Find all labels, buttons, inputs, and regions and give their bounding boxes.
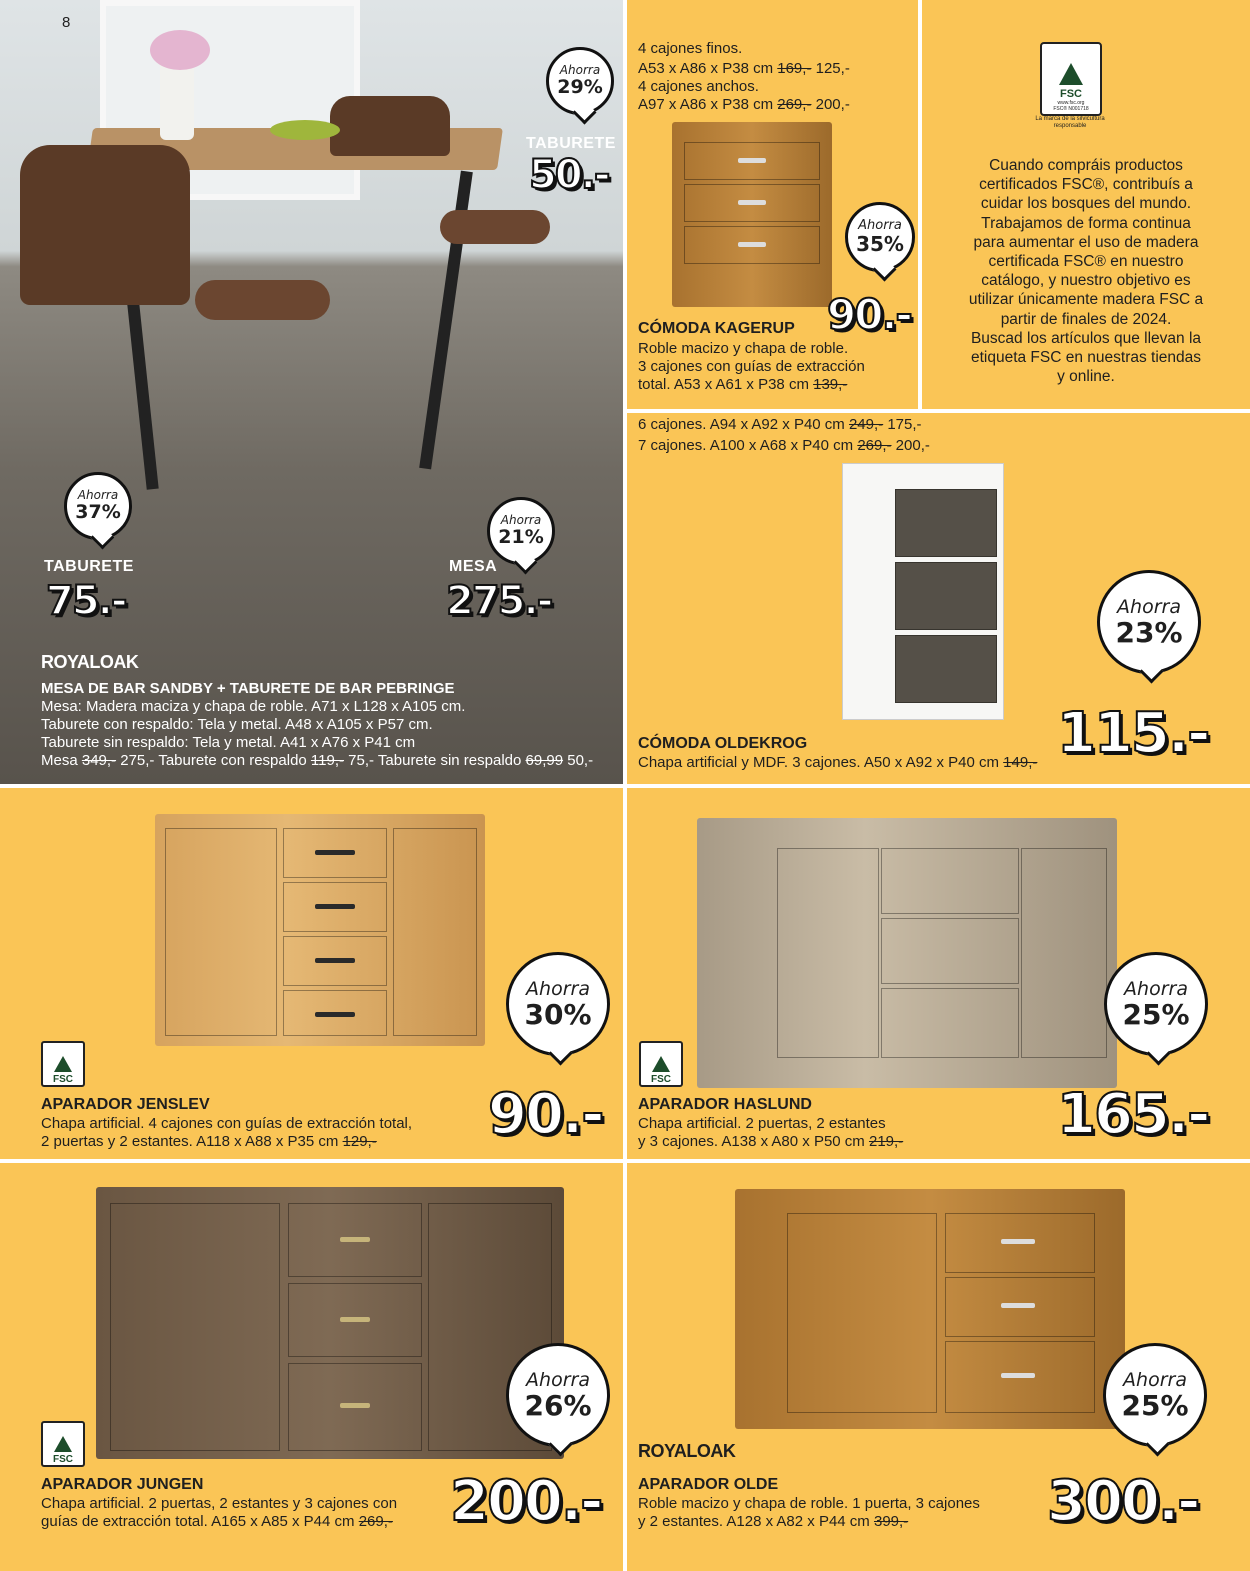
stool1-price: 50.- — [529, 152, 609, 198]
fsc-text-line: partir de finales de 2024. — [1000, 310, 1172, 328]
jungen-line2 — [41, 1513, 393, 1531]
text: y 3 cajones. A138 x A80 x P50 cm — [638, 1133, 869, 1150]
old-price: 269,- — [857, 437, 892, 454]
kagerup-line3 — [638, 376, 847, 394]
new-price: 200,- — [811, 96, 850, 113]
stool1-label: TABURETE — [526, 135, 616, 152]
olde-title: APARADOR OLDE — [638, 1476, 779, 1493]
jenslev-price: 90.- — [488, 1082, 603, 1147]
kagerup-line1: Roble macizo y chapa de roble. — [638, 340, 849, 357]
jungen-panel — [0, 1163, 623, 1571]
stool2-label: TABURETE — [44, 558, 134, 575]
sandby-line3: Taburete sin respaldo: Tela y metal. A41 x A76 x P41 cm — [41, 734, 416, 751]
text: 275,- Taburete con respaldo — [116, 752, 311, 769]
page-number: 8 — [62, 14, 71, 31]
jungen-price: 200.- — [450, 1469, 602, 1534]
fsc-label: FSC — [53, 1454, 73, 1465]
old-price: 139,- — [813, 376, 848, 393]
text: total. A53 x A61 x P38 cm — [638, 376, 814, 393]
bubble-percent: 30% — [524, 997, 592, 1031]
fsc-logo-sub: www.fsc.org — [1057, 100, 1085, 106]
kagerup-variant1-price — [638, 60, 850, 78]
haslund-image — [697, 818, 1117, 1088]
royaloak-logo: ROYALOAK — [638, 1441, 736, 1461]
sandby-title: MESA DE BAR SANDBY + TABURETE DE BAR PEBRINGE — [41, 680, 455, 697]
jenslev-title: APARADOR JENSLEV — [41, 1096, 210, 1113]
text: 50,- — [563, 752, 594, 769]
text: Chapa artificial y MDF. 3 cajones. A50 x A92 x P40 cm — [638, 754, 1004, 771]
old-price: 399,- — [873, 1513, 909, 1530]
kagerup-variant1-desc: 4 cajones finos. — [638, 40, 743, 57]
jenslev-line2 — [41, 1133, 377, 1151]
kagerup-line2: 3 cajones con guías de extracción — [638, 358, 865, 375]
olde-price: 300.- — [1047, 1469, 1199, 1534]
haslund-price: 165.- — [1057, 1082, 1209, 1147]
royaloak-logo: ROYALOAK — [41, 652, 139, 672]
discount-bubble — [845, 202, 915, 272]
oldekrog-title: CÓMODA OLDEKROG — [638, 735, 808, 752]
fsc-text-line: y online. — [1057, 368, 1115, 386]
fsc-text-line: Cuando compráis productos — [989, 157, 1183, 174]
haslund-panel — [627, 788, 1250, 1159]
bubble-percent: 29% — [557, 75, 603, 98]
olde-image — [735, 1189, 1125, 1429]
bubble-percent: 35% — [856, 231, 904, 256]
old-price: 219,- — [868, 1133, 904, 1150]
fsc-icon — [639, 1041, 683, 1087]
bubble-percent: 21% — [498, 525, 544, 548]
old-price: 129,- — [342, 1133, 377, 1150]
haslund-line2 — [638, 1133, 903, 1151]
bubble-label: Ahorra — [526, 977, 590, 1000]
fsc-logo-code: FSC® N001718 — [1053, 106, 1089, 112]
fsc-logo-text: FSC — [1060, 88, 1082, 100]
new-price: 200,- — [891, 437, 930, 454]
oldekrog-variant2 — [638, 437, 930, 455]
jenslev-image — [155, 814, 485, 1046]
jungen-title: APARADOR JUNGEN — [41, 1476, 204, 1493]
fsc-text-line: Trabajamos de forma continua — [981, 214, 1191, 232]
text: 7 cajones. A100 x A68 x P40 cm — [638, 437, 858, 454]
fsc-info-panel — [922, 0, 1250, 409]
old-price: 249,- — [848, 416, 884, 433]
fsc-caption: La marca de la silvicultura responsable — [1035, 116, 1105, 129]
oldekrog-line1 — [638, 754, 1037, 772]
kagerup-price: 90.- — [827, 290, 911, 339]
old-price: 169,- — [777, 60, 812, 77]
fsc-icon — [41, 1041, 85, 1087]
haslund-title: APARADOR HASLUND — [638, 1096, 812, 1113]
bubble-label: Ahorra — [500, 513, 542, 528]
haslund-line1: Chapa artificial. 2 puertas, 2 estantes — [638, 1115, 886, 1132]
kagerup-title: CÓMODA KAGERUP — [638, 320, 795, 337]
bubble-percent: 25% — [1121, 1388, 1189, 1422]
fsc-text-block — [922, 156, 1250, 386]
jenslev-panel — [0, 788, 623, 1159]
kagerup-variant2-price — [638, 96, 850, 114]
discount-bubble-stool1 — [546, 47, 614, 115]
oldekrog-price: 115.- — [1057, 701, 1209, 766]
bubble-label: Ahorra — [559, 63, 601, 78]
text: A97 x A86 x P38 cm — [638, 96, 778, 113]
discount-bubble — [1097, 570, 1201, 674]
bubble-percent: 23% — [1115, 615, 1183, 649]
kagerup-variant2-desc: 4 cajones anchos. — [638, 78, 759, 95]
fsc-text-line: etiqueta FSC en nuestras tiendas — [970, 349, 1202, 367]
new-price: 125,- — [811, 60, 850, 77]
bubble-label: Ahorra — [1123, 1368, 1187, 1391]
sandby-line2: Taburete con respaldo: Tela y metal. A48 x A105 x P57 cm. — [41, 716, 433, 733]
oldekrog-panel — [627, 413, 1250, 784]
oldekrog-variant1 — [638, 416, 922, 434]
text: 6 cajones. A94 x A92 x P40 cm — [638, 416, 849, 433]
discount-bubble — [1104, 952, 1208, 1056]
fsc-text-line: Buscad los artículos que llevan la — [970, 329, 1202, 347]
old-price: 269,- — [358, 1513, 393, 1530]
fsc-label: FSC — [53, 1074, 73, 1085]
bubble-percent: 37% — [75, 500, 121, 523]
discount-bubble-stool2 — [64, 472, 132, 540]
kagerup-panel — [627, 0, 918, 409]
fsc-text-line: catálogo, y nuestro objetivo es — [981, 272, 1191, 290]
text: y 2 estantes. A128 x A82 x P44 cm — [638, 1513, 874, 1530]
olde-panel — [627, 1163, 1250, 1571]
oldekrog-image — [842, 463, 1004, 720]
text: Mesa — [41, 752, 82, 769]
sandby-line1: Mesa: Madera maciza y chapa de roble. A71 x L128 x A105 cm. — [41, 698, 466, 715]
bubble-percent: 25% — [1122, 997, 1190, 1031]
fsc-text-line: certificada FSC® en nuestro — [988, 253, 1184, 271]
bubble-percent: 26% — [524, 1388, 592, 1422]
jungen-image — [96, 1187, 564, 1459]
new-price: 175,- — [883, 416, 922, 433]
text: guías de extracción total. A165 x A85 x P44 cm — [41, 1513, 359, 1530]
bubble-label: Ahorra — [1117, 595, 1181, 618]
stool2-price: 75.- — [46, 578, 126, 624]
discount-bubble — [1103, 1343, 1207, 1447]
bubble-label: Ahorra — [77, 488, 119, 503]
kagerup-image — [672, 122, 832, 307]
fsc-text-line: certificados FSC®, contribuís a — [979, 176, 1193, 194]
old-price: 349,- — [81, 752, 117, 769]
text: 2 puertas y 2 estantes. A118 x A88 x P35 cm — [41, 1133, 343, 1150]
discount-bubble — [506, 1343, 610, 1447]
jenslev-line1: Chapa artificial. 4 cajones con guías de extracción total, — [41, 1115, 413, 1132]
old-price: 149,- — [1003, 754, 1038, 771]
fsc-text-line: cuidar los bosques del mundo. — [980, 195, 1192, 213]
bubble-label: Ahorra — [1124, 977, 1188, 1000]
bubble-label: Ahorra — [858, 218, 902, 234]
fsc-label: FSC — [651, 1074, 671, 1085]
fsc-text-line: utilizar únicamente madera FSC a — [968, 291, 1204, 309]
discount-bubble-table — [487, 497, 555, 565]
fsc-text-line: para aumentar el uso de madera — [973, 233, 1199, 251]
olde-line1: Roble macizo y chapa de roble. 1 puerta, 3 cajones — [638, 1495, 980, 1512]
fsc-logo-large — [1040, 42, 1102, 116]
old-price: 119,- — [310, 752, 344, 769]
bubble-label: Ahorra — [526, 1368, 590, 1391]
old-price: 69,99 — [525, 752, 564, 769]
fsc-icon — [41, 1421, 85, 1467]
jungen-line1: Chapa artificial. 2 puertas, 2 estantes y 3 cajones con — [41, 1495, 398, 1512]
text: 75,- Taburete sin respaldo — [344, 752, 526, 769]
olde-line2 — [638, 1513, 908, 1531]
discount-bubble — [506, 952, 610, 1056]
text: A53 x A86 x P38 cm — [638, 60, 778, 77]
table-label: MESA — [449, 558, 498, 575]
sandby-panel — [0, 0, 623, 784]
table-price: 275.- — [446, 578, 552, 624]
old-price: 269,- — [777, 96, 812, 113]
sandby-prices — [41, 752, 593, 770]
